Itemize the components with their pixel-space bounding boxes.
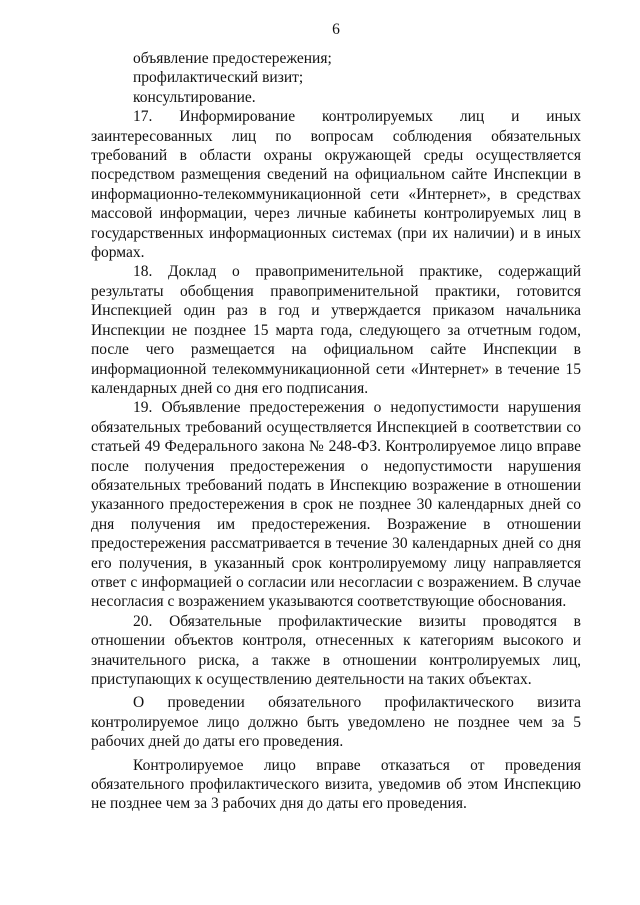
paragraph-19: 19. Объявление предостережения о недопустимости нарушения обязательных требований осуществляется Инспекцией в соответствии со статьей 49 Федерального закона № 248-ФЗ. Контролируемое лицо вправе после получения предостережения о недопустимости нарушения обязательных требований подать в Инспекцию возражение в отношении указанного предостережения в срок не позднее 30 календарных дней со дня получения им предостережения. Возражение в отношении предостережения рассматривается в течение 30 календарных дней со дня его получения, в указанный срок контролируемому лицу направляется ответ с информацией о согласии или несогласии с возражением. В случае несогласия с возражением указываются соответствующие обоснования. xyxy=(91,399,581,611)
paragraph-refusal: Контролируемое лицо вправе отказаться от проведения обязательного профилактического визита, уведомив об этом Инспекцию не позднее чем за 3 рабочих дня до даты его проведения. xyxy=(91,756,581,813)
paragraph-18: 18. Доклад о правоприменительной практике, содержащий результаты обобщения правоприменительной практики, готовится Инспекцией один раз в год и утверждается приказом начальника Инспекции не позднее 15 марта года, следующего за отчетным годом, после чего размещается на официальном сайте Инспекции в информационной телекоммуникационной сети «Интернет» в течение 15 календарных дней со дня его подписания. xyxy=(91,263,581,397)
paragraph-notification: О проведении обязательного профилактического визита контролируемое лицо должно быть уведомлено не позднее чем за 5 рабочих дней до даты его проведения. xyxy=(91,694,581,751)
page-number: 6 xyxy=(332,21,340,38)
list-item-consulting: консультирование. xyxy=(133,88,256,106)
paragraph-17: 17. Информирование контролируемых лиц и иных заинтересованных лиц по вопросам соблюдения обязательных требований в области охраны окружающей среды осуществляется посредством размещения сведений на официальном сайте Инспекции в информационно-телекоммуникационной сети «Интернет», в средствах массовой информации, через личные кабинеты контролируемых лиц в государственных информационных системах (при их наличии) и в иных формах. xyxy=(91,108,581,262)
list-item-warning: объявление предостережения; xyxy=(133,50,332,67)
document-body xyxy=(91,49,581,814)
list-item-visit: профилактический визит; xyxy=(133,69,304,87)
paragraph-20: 20. Обязательные профилактические визиты проводятся в отношении объектов контроля, отнесенных к категориям высокого и значительного риска, а также в отношении контролируемых лиц, приступающих к осуществлению деятельности на таких объектах. xyxy=(91,612,581,688)
